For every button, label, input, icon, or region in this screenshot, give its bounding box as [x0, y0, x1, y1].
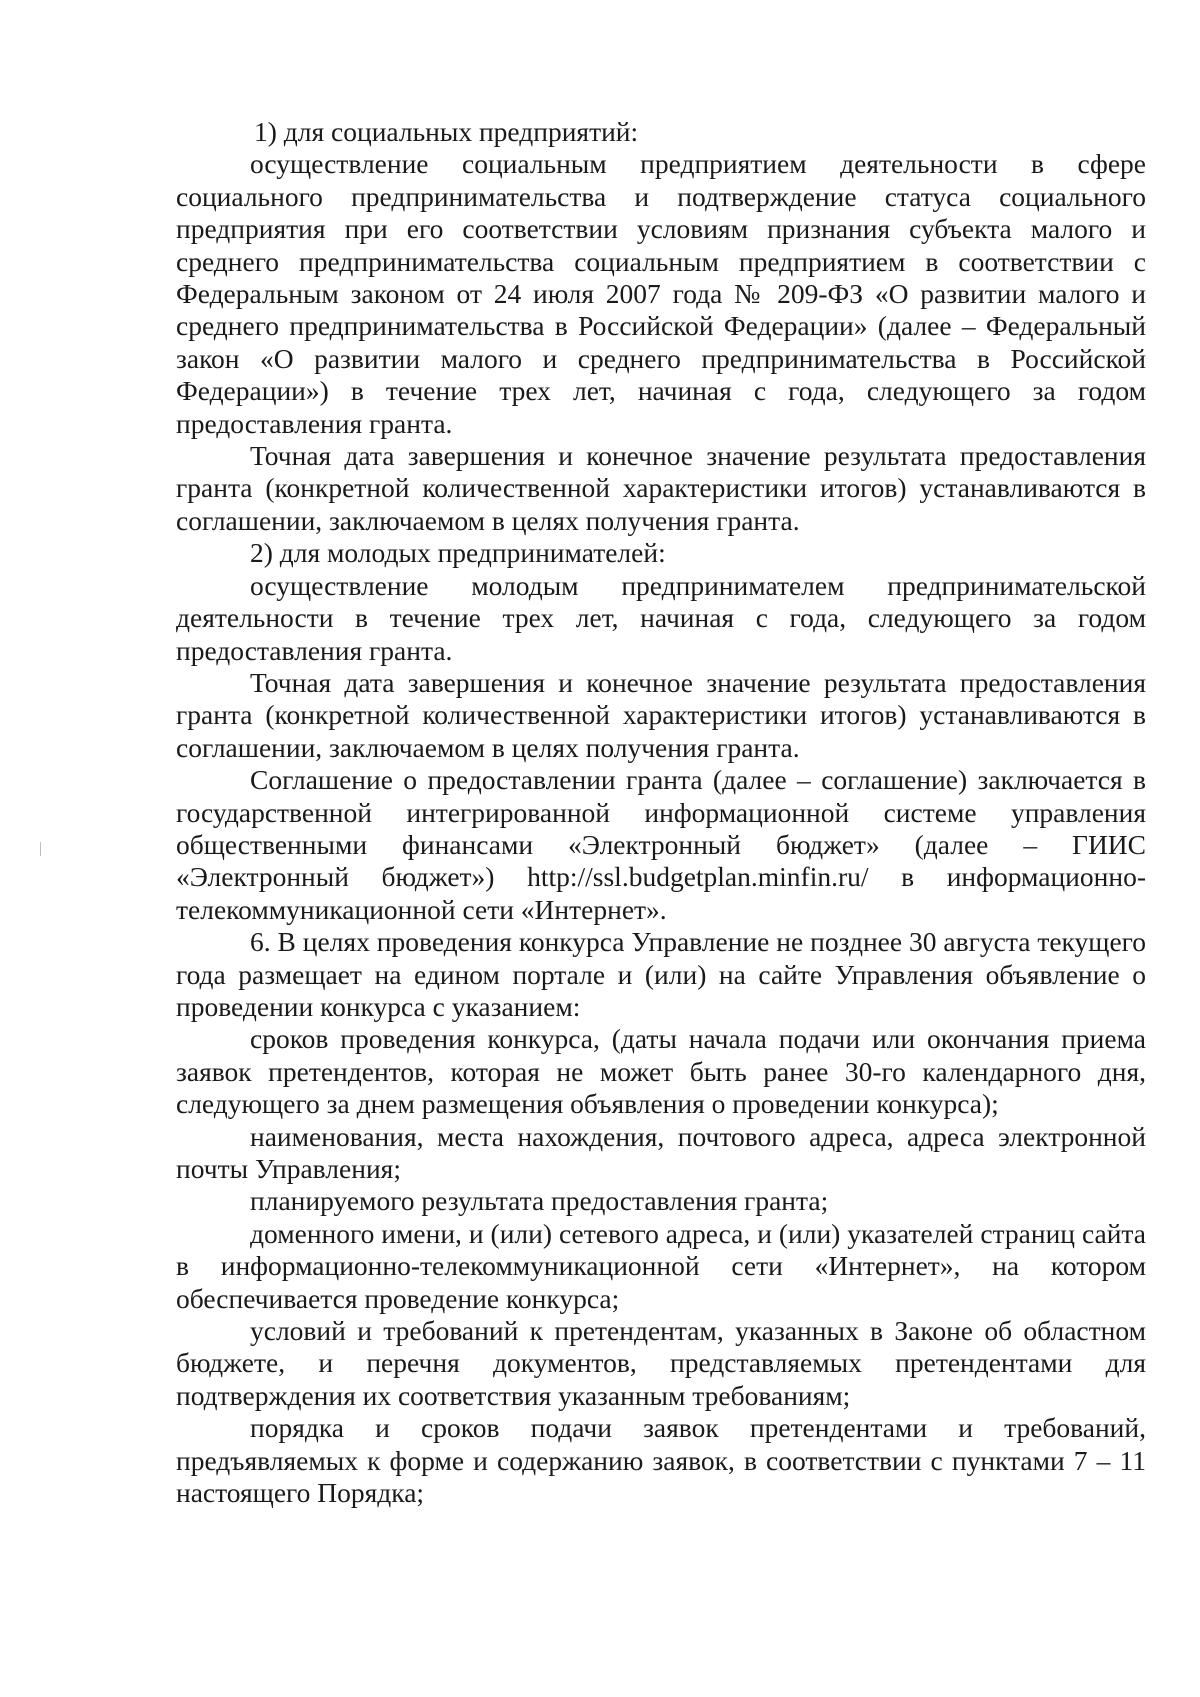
paragraph-agreement-system: Соглашение о предоставлении гранта (далее – соглашение) заключается в государственной интегрированной информационной системе управления общественными финансами «Электронный бюджет» (далее – ГИИС «Электронный бюджет») http://ssl.budgetplan.minfin.ru/ в информационно-телекоммуникационной сети «Интернет».: [176, 764, 1146, 925]
scan-artifact-mark: [40, 842, 41, 856]
paragraph-item-6-announcement: 6. В целях проведения конкурса Управление не позднее 30 августа текущего года размещает на едином портале и (или) на сайте Управления объявление о проведении конкурса с указанием:: [176, 926, 1146, 1022]
paragraph-planned-result: планируемого результата предоставления гранта;: [250, 1185, 829, 1217]
paragraph-result-date-1: Точная дата завершения и конечное значение результата предоставления гранта (конкретной количественной характеристики итогов) устанавливаются в соглашении, заключаемом в целях получения гранта.: [176, 440, 1146, 536]
document-body: [176, 116, 1146, 1509]
paragraph-domain-name: доменного имени, и (или) сетевого адреса, и (или) указателей страниц сайта в информационно-телекоммуникационной сети «Интернет», на котором обеспечивается проведение конкурса;: [176, 1217, 1146, 1314]
paragraph-name-address: наименования, места нахождения, почтового адреса, адреса электронной почты Управления;: [176, 1120, 1146, 1184]
paragraph-young-entrepreneurs-result: осуществление молодым предпринимателем предпринимательской деятельности в течение трех лет, начиная с года, следующего за годом предоставления гранта.: [176, 569, 1146, 666]
paragraph-application-procedure: порядка и сроков подачи заявок претендентами и требований, предъявляемых к форме и содержанию заявок, в соответствии с пунктами 7 – 11 настоящего Порядка;: [176, 1412, 1146, 1509]
paragraph-contest-terms: сроков проведения конкурса, (даты начала подачи или окончания приема заявок претендентов, которая не может быть ранее 30-го календарного дня, следующего за днем размещения объявления о проведении конкурса);: [176, 1023, 1146, 1120]
paragraph-result-date-2: Точная дата завершения и конечное значение результата предоставления гранта (конкретной количественной характеристики итогов) устанавливаются в соглашении, заключаемом в целях получения гранта.: [176, 666, 1146, 763]
paragraph-young-entrepreneurs-heading: 2) для молодых предпринимателей:: [250, 537, 666, 569]
paragraph-social-enterprises-result: осуществление социальным предприятием деятельности в сфере социального предпринимательства и подтверждение статуса социального предприятия при его соответствии условиям признания субъекта малого и среднего предпринимательства социальным предприятием в соответствии с Федеральным законом от 24 июля 2007 года № 209-ФЗ «О развитии малого и среднего предпринимательства в Российской Федерации» (далее – Федеральный закон «О развитии малого и среднего предпринимательства в Российской Федерации») в течение трех лет, начиная с года, следующего за годом предоставления гранта.: [176, 148, 1146, 439]
paragraph-social-enterprises-heading: 1) для социальных предприятий:: [254, 116, 639, 147]
paragraph-requirements: условий и требований к претендентам, указанных в Законе об областном бюджете, и перечня документов, представляемых претендентами для подтверждения их соответствия указанным требованиям;: [176, 1315, 1146, 1411]
